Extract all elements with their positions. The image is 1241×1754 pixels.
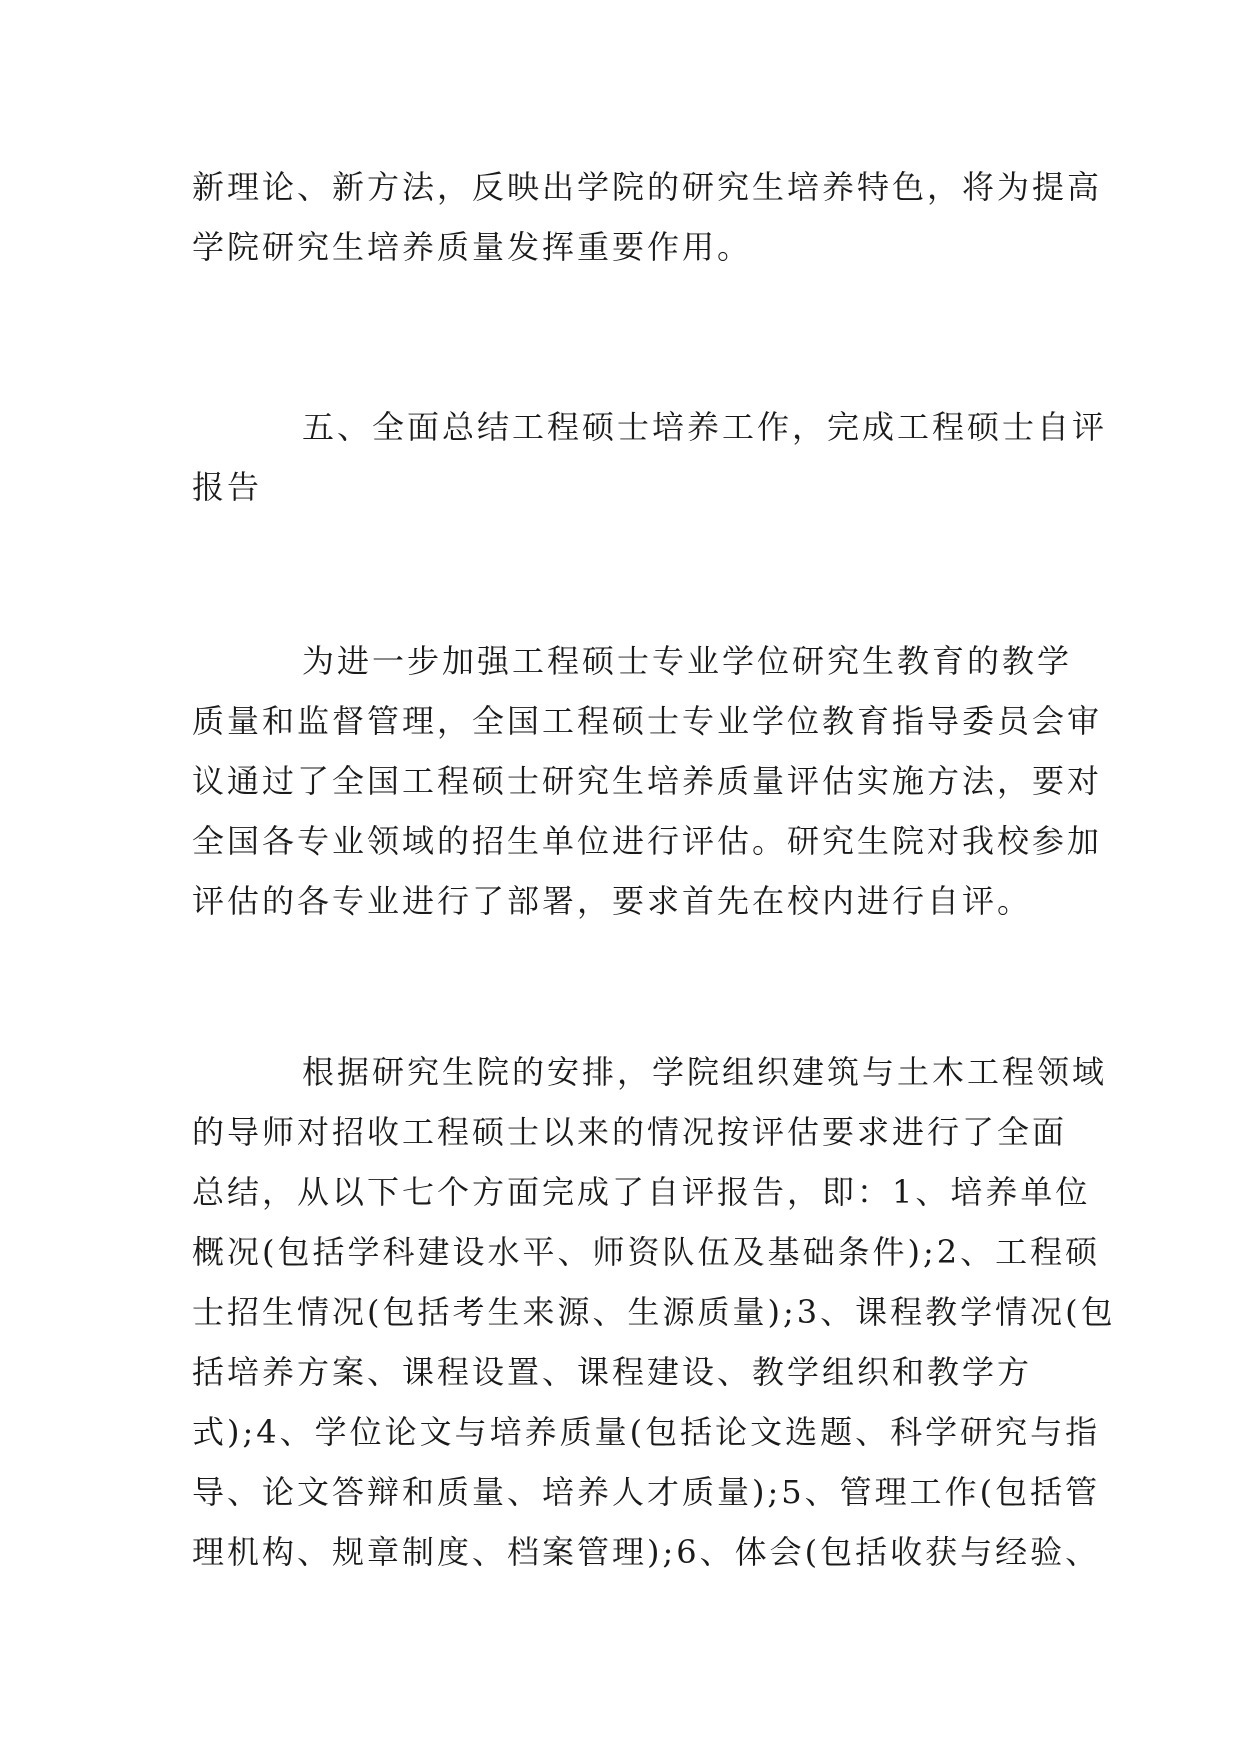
text-line: 的导师对招收工程硕士以来的情况按评估要求进行了全面 [192, 1113, 1068, 1151]
heading-line: 五、全面总结工程硕士培养工作，完成工程硕士自评 [302, 408, 1108, 446]
text-line: 为进一步加强工程硕士专业学位研究生教育的教学 [302, 642, 1073, 680]
text-line: 概况(包括学科建设水平、师资队伍及基础条件);2、工程硕 [192, 1233, 1101, 1271]
paragraph-self-evaluation [192, 1042, 1116, 1582]
text-line: 质量和监督管理，全国工程硕士专业学位教育指导委员会审 [192, 702, 1103, 740]
text-line: 总结，从以下七个方面完成了自评报告，即：1、培养单位 [192, 1173, 1091, 1211]
text-line: 根据研究生院的安排，学院组织建筑与土木工程领域 [302, 1053, 1108, 1091]
text-line: 学院研究生培养质量发挥重要作用。 [192, 228, 753, 266]
text-line: 式);4、学位论文与培养质量(包括论文选题、科学研究与指 [192, 1413, 1101, 1451]
text-line: 新理论、新方法，反映出学院的研究生培养特色，将为提高 [192, 168, 1103, 206]
text-line: 括培养方案、课程设置、课程建设、教学组织和教学方 [192, 1353, 1033, 1391]
paragraph-evaluation-intro [192, 631, 1103, 931]
text-line: 导、论文答辩和质量、培养人才质量);5、管理工作(包括管 [192, 1473, 1101, 1511]
text-line: 议通过了全国工程硕士研究生培养质量评估实施方法，要对 [192, 762, 1103, 800]
heading-line: 报告 [192, 468, 263, 506]
text-line: 评估的各专业进行了部署，要求首先在校内进行自评。 [192, 882, 1033, 920]
paragraph-continuation [192, 157, 1103, 277]
text-line: 全国各专业领域的招生单位进行评估。研究生院对我校参加 [192, 822, 1103, 860]
text-line: 理机构、规章制度、档案管理);6、体会(包括收获与经验、 [192, 1533, 1101, 1571]
text-line: 士招生情况(包括考生来源、生源质量);3、课程教学情况(包 [192, 1293, 1116, 1331]
section-heading-5 [192, 397, 1108, 517]
